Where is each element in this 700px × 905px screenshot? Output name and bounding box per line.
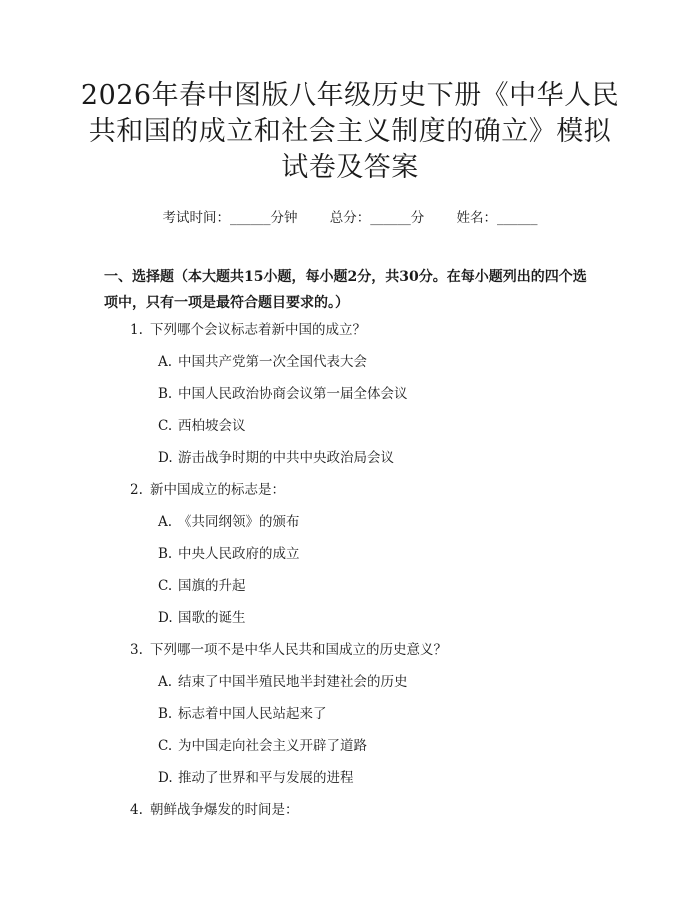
question-number: 3. <box>130 642 143 658</box>
option-1c <box>158 414 246 434</box>
name-field: 姓名：______ <box>456 210 538 226</box>
option-label: C. <box>158 738 173 754</box>
option-text: 为中国走向社会主义开辟了道路 <box>178 738 367 754</box>
option-1a <box>158 350 367 370</box>
option-text: 国歌的诞生 <box>178 610 246 626</box>
option-2d <box>158 606 246 626</box>
option-label: A. <box>158 674 173 690</box>
option-3c <box>158 734 367 754</box>
question-2 <box>130 478 285 498</box>
option-text: 结束了中国半殖民地半封建社会的历史 <box>178 674 408 690</box>
option-label: B. <box>158 546 173 562</box>
question-number: 1. <box>130 322 143 338</box>
option-text: 推动了世界和平与发展的进程 <box>178 770 354 786</box>
title-line-2: 共和国的成立和社会主义制度的确立》模拟 <box>88 116 612 147</box>
option-label: C. <box>158 418 173 434</box>
option-label: B. <box>158 386 173 402</box>
document-title <box>60 78 640 186</box>
option-label: C. <box>158 578 173 594</box>
option-3d <box>158 766 354 786</box>
exam-time-field: 考试时间：______分钟 <box>162 210 298 226</box>
question-text: 新中国成立的标志是： <box>150 482 285 498</box>
option-label: B. <box>158 706 173 722</box>
section-heading-line-1: 一、选择题（本大题共15小题，每小题2分，共30分。在每小题列出的四个选 <box>104 269 587 285</box>
section-heading-line-2: 项中，只有一项是最符合题目要求的。） <box>104 295 349 311</box>
option-2c <box>158 574 246 594</box>
question-text: 朝鲜战争爆发的时间是： <box>150 802 299 818</box>
option-1b <box>158 382 408 402</box>
option-2b <box>158 542 300 562</box>
option-text: 中国人民政治协商会议第一届全体会议 <box>178 386 408 402</box>
option-3b <box>158 702 327 722</box>
option-text: 中国共产党第一次全国代表大会 <box>178 354 367 370</box>
exam-info <box>0 206 700 226</box>
option-3a <box>158 670 408 690</box>
total-score-field: 总分：______分 <box>329 210 425 226</box>
question-3 <box>130 638 447 658</box>
option-text: 中央人民政府的成立 <box>178 546 300 562</box>
option-label: A. <box>158 514 173 530</box>
question-text: 下列哪个会议标志着新中国的成立？ <box>150 322 366 338</box>
title-line-1: 2026年春中图版八年级历史下册《中华人民 <box>80 80 620 111</box>
option-label: D. <box>158 450 173 466</box>
option-1d <box>158 446 394 466</box>
option-label: D. <box>158 770 173 786</box>
question-1 <box>130 318 366 338</box>
question-number: 2. <box>130 482 143 498</box>
option-label: A. <box>158 354 173 370</box>
question-text: 下列哪一项不是中华人民共和国成立的历史意义？ <box>150 642 447 658</box>
question-4 <box>130 798 299 818</box>
option-label: D. <box>158 610 173 626</box>
option-2a <box>158 510 300 530</box>
option-text: 西柏坡会议 <box>178 418 246 434</box>
option-text: 《共同纲领》的颁布 <box>178 514 300 530</box>
question-number: 4. <box>130 802 143 818</box>
title-line-3: 试卷及答案 <box>281 152 419 183</box>
option-text: 标志着中国人民站起来了 <box>178 706 327 722</box>
option-text: 游击战争时期的中共中央政治局会议 <box>178 450 394 466</box>
section-heading <box>104 264 604 316</box>
option-text: 国旗的升起 <box>178 578 246 594</box>
